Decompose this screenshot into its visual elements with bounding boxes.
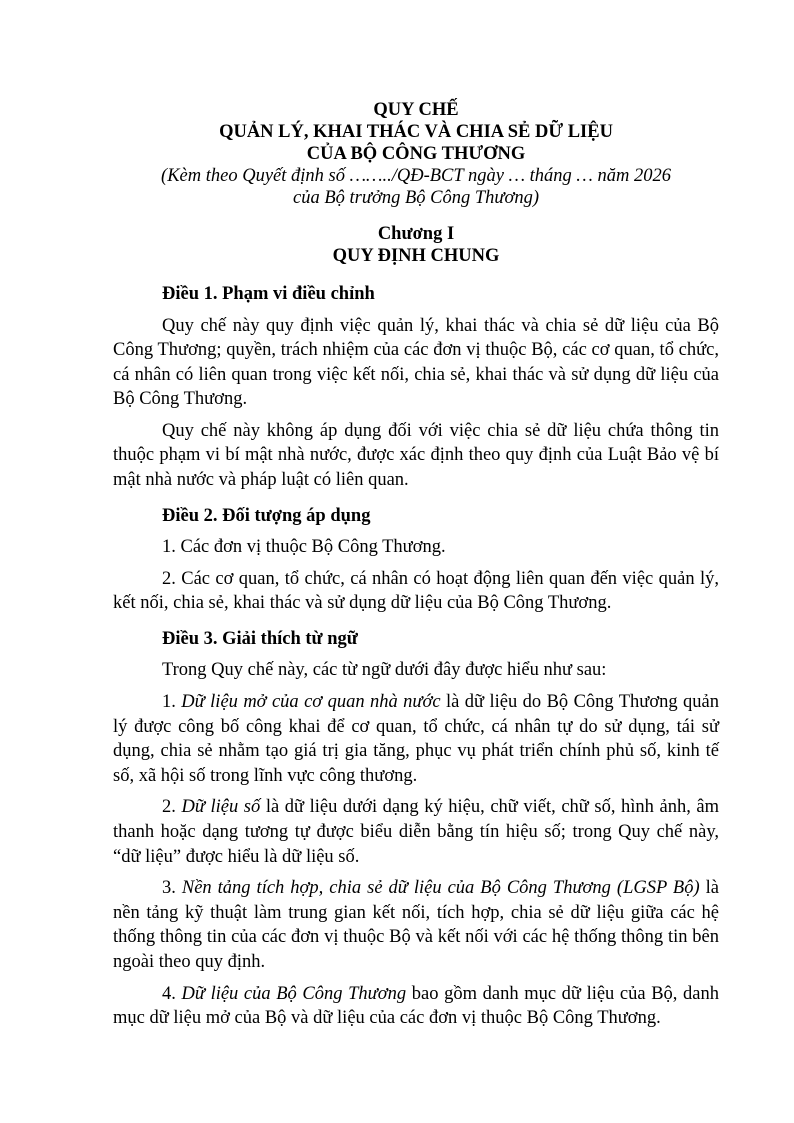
document-title: QUY CHẾ — [373, 100, 459, 120]
definition-item — [113, 982, 719, 1031]
article-3-intro: Trong Quy chế này, các từ ngữ dưới đây được hiểu như sau: — [162, 660, 607, 681]
article-3-heading: Điều 3. Giải thích từ ngữ — [162, 628, 358, 649]
article-1-paragraph: Quy chế này không áp dụng đối với việc chia sẻ dữ liệu chứa thông tin thuộc phạm vi bí mật nhà nước, được xác định theo quy định của Luật Bảo vệ bí mật nhà nước và pháp luật có liên quan. — [113, 420, 719, 491]
definition-text: bao gồm danh mục dữ liệu của Bộ, danh mục dữ liệu mở của Bộ và dữ liệu của các đơn vị thuộc Bộ Công Thương. — [113, 983, 720, 1029]
definition-item — [113, 690, 719, 788]
document-title-line3: CỦA BỘ CÔNG THƯƠNG — [306, 144, 526, 164]
definition-term: Dữ liệu mở của cơ quan nhà nước — [181, 692, 441, 713]
article-1-heading: Điều 1. Phạm vi điều chỉnh — [162, 284, 375, 304]
document-title-line2: QUẢN LÝ, KHAI THÁC VÀ CHIA SẺ DỮ LIỆU — [219, 122, 613, 142]
definition-number: 1. — [162, 692, 182, 713]
article-2-paragraph: 2. Các cơ quan, tổ chức, cá nhân có hoạt động liên quan đến việc quản lý, kết nối, chia sẻ, khai thác và sử dụng dữ liệu của Bộ Công Thương. — [113, 568, 719, 614]
article-2-paragraph: 1. Các đơn vị thuộc Bộ Công Thương. — [162, 537, 446, 558]
definition-text: là dữ liệu dưới dạng ký hiệu, chữ viết, chữ số, hình ảnh, âm thanh hoặc dạng tương tự được biểu diễn bằng tín hiệu số; trong Quy chế này, “dữ liệu” được hiểu là dữ liệu số. — [113, 797, 720, 867]
document-page — [113, 99, 719, 1031]
definition-number: 4. — [162, 983, 182, 1004]
definition-term: Nền tảng tích hợp, chia sẻ dữ liệu của Bộ Công Thương (LGSP Bộ) — [181, 878, 700, 899]
definition-item — [113, 876, 719, 974]
document-subtitle-line1: (Kèm theo Quyết định số ……../QĐ-BCT ngày … tháng … năm 2026 — [161, 166, 671, 186]
definition-number: 2. — [162, 797, 182, 818]
article-1-paragraph: Quy chế này quy định việc quản lý, khai thác và chia sẻ dữ liệu của Bộ Công Thương; quyền, trách nhiệm của các đơn vị thuộc Bộ, các cơ quan, tổ chức, cá nhân có liên quan trong việc kết nối, chia sẻ, khai thác và sử dụng dữ liệu của Bộ Công Thương. — [113, 315, 719, 410]
document-title-block — [113, 99, 719, 209]
definition-item — [113, 795, 719, 869]
definition-term: Dữ liệu của Bộ Công Thương — [181, 983, 407, 1004]
article-2-heading: Điều 2. Đối tượng áp dụng — [162, 505, 371, 526]
chapter-label: Chương I — [377, 224, 455, 244]
document-subtitle-line2: của Bộ trưởng Bộ Công Thương) — [293, 188, 539, 208]
chapter-title: QUY ĐỊNH CHUNG — [332, 246, 500, 266]
definition-text: là nền tảng kỹ thuật làm trung gian kết nối, tích hợp, chia sẻ dữ liệu giữa các hệ thống thông tin của các đơn vị thuộc Bộ và kết nối với các hệ thống thông tin bên ngoài theo quy định. — [113, 878, 720, 972]
chapter-heading — [113, 223, 719, 267]
definition-number: 3. — [162, 878, 182, 899]
definition-text: là dữ liệu do Bộ Công Thương quản lý được công bố công khai để cơ quan, tổ chức, cá nhân tự do sử dụng, tái sử dụng, chia sẻ nhằm tạo giá trị gia tăng, phục vụ phát triển chính phủ số, kinh tế số, xã hội số trong lĩnh vực công thương. — [113, 692, 719, 786]
definition-term: Dữ liệu số — [181, 797, 261, 818]
